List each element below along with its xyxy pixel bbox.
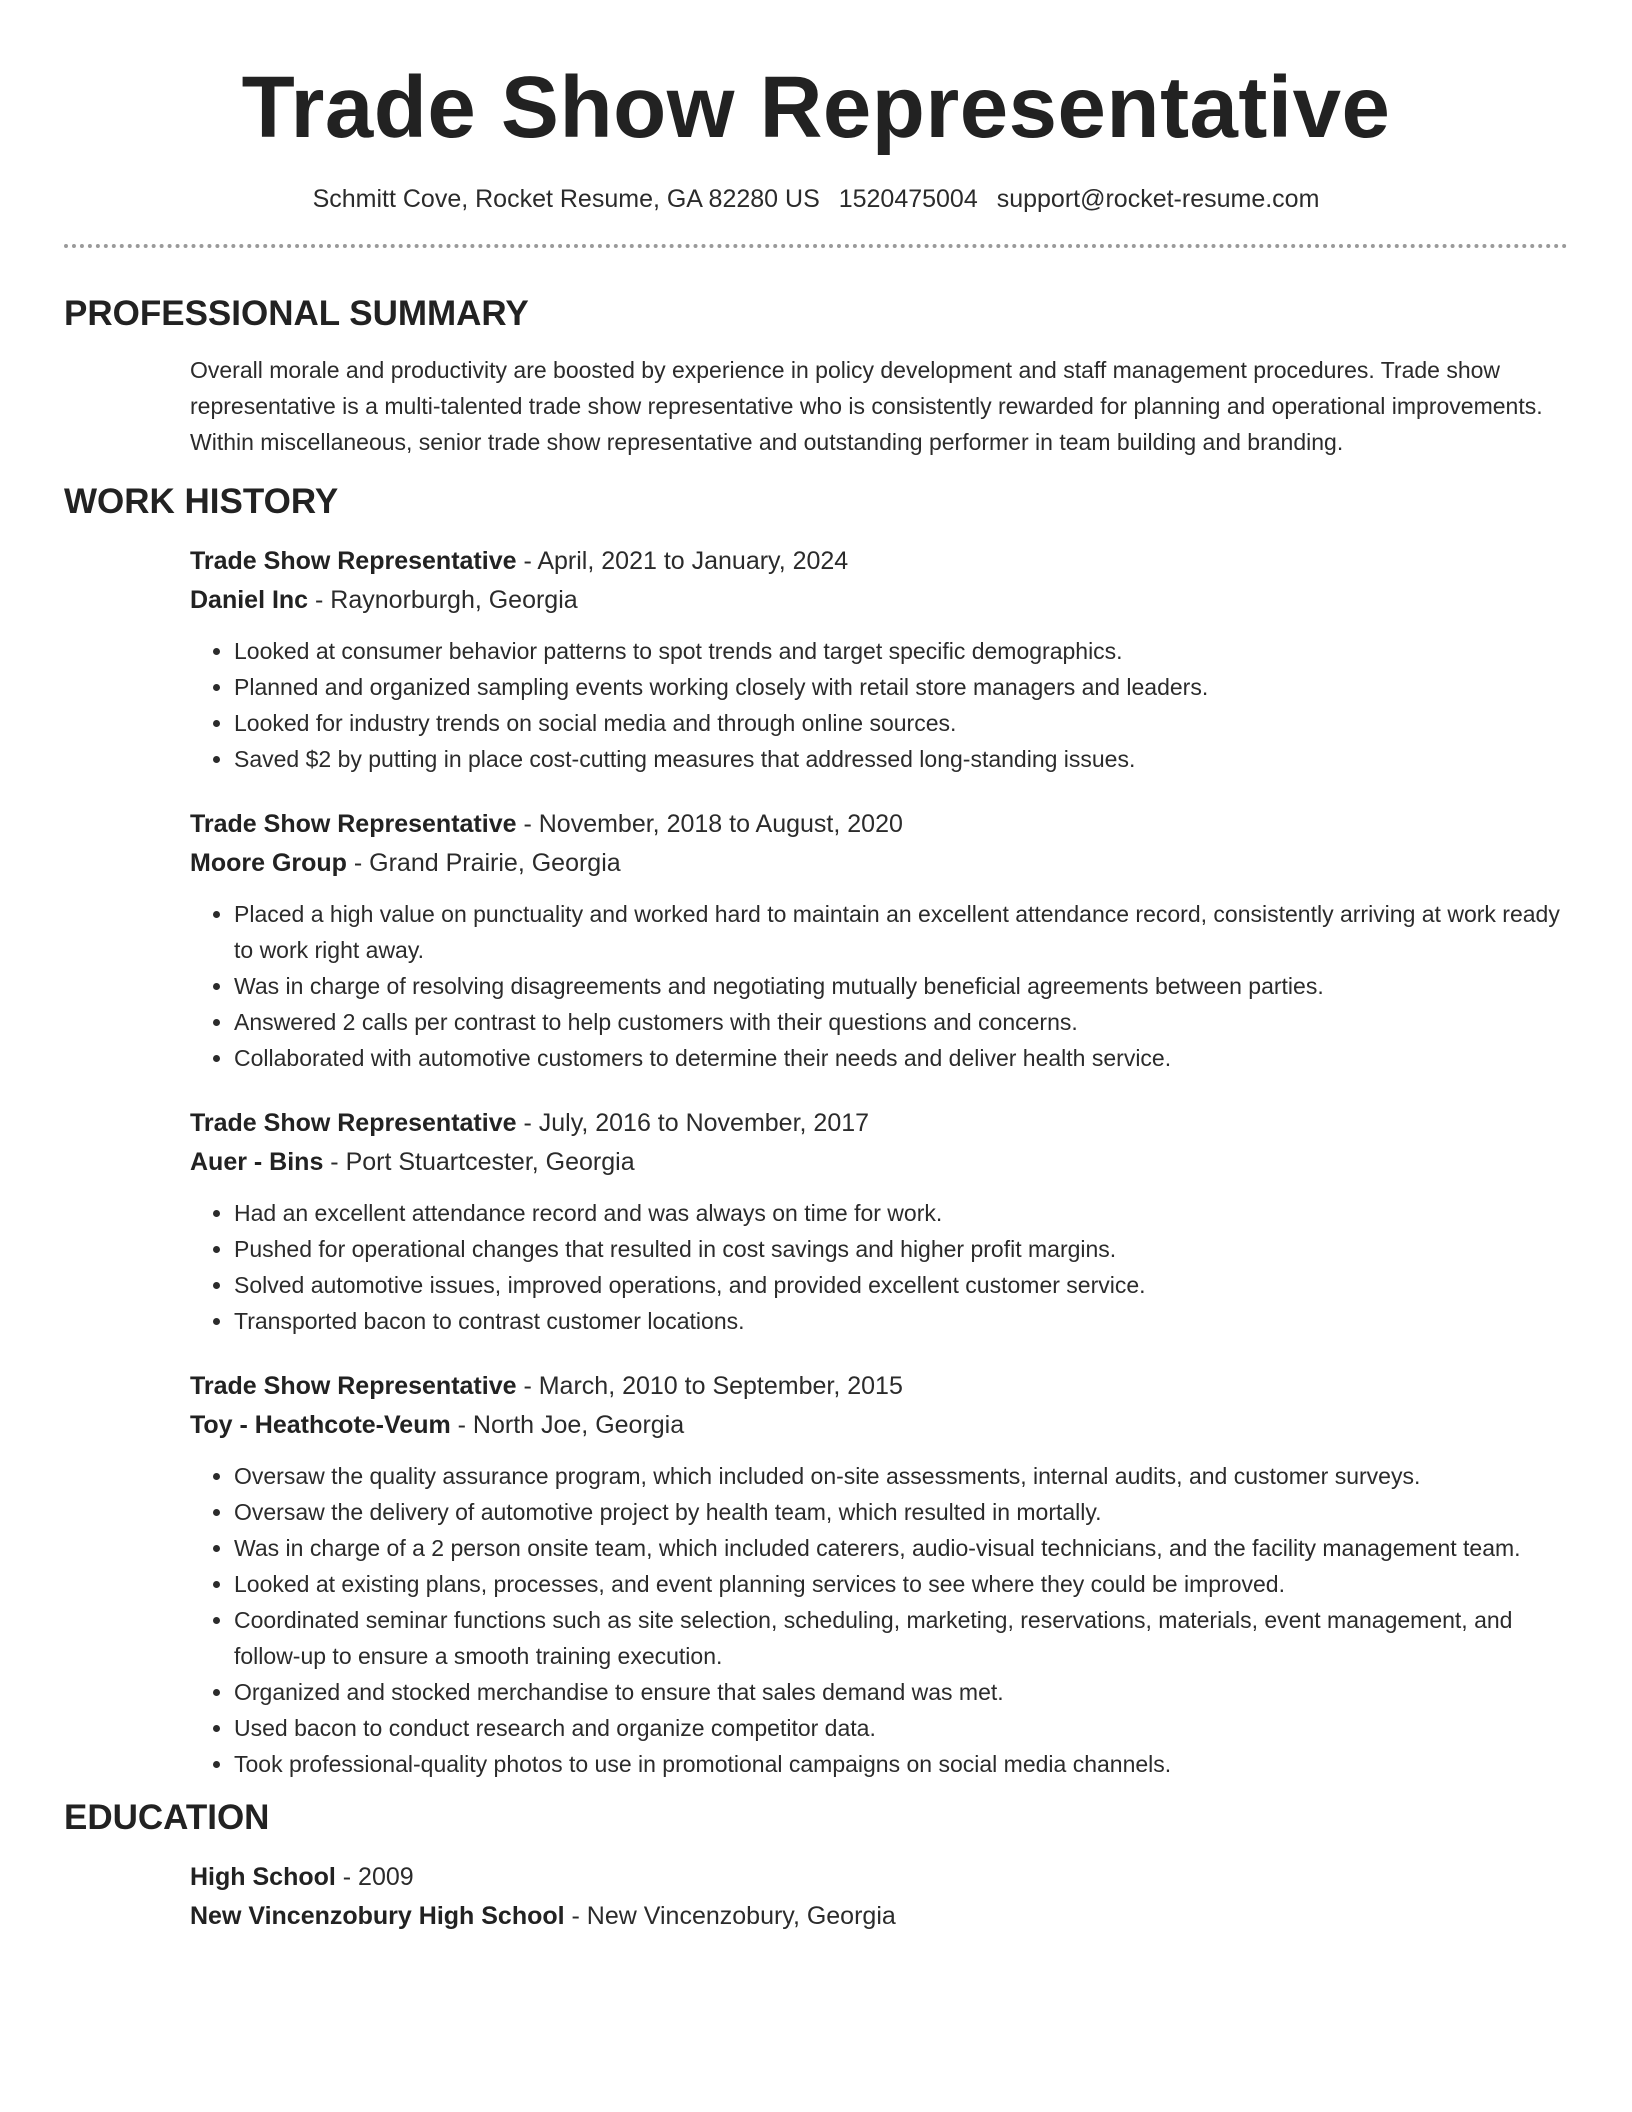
summary-title: PROFESSIONAL SUMMARY <box>64 294 529 333</box>
job-bullet: • Coordinated seminar functions such as site selection, scheduling, marketing, reservations, materials, event management, and follow-up to ensure a smooth training execution. <box>234 1602 1568 1674</box>
job-bullet: • Planned and organized sampling events working closely with retail store managers and leaders. <box>234 669 1568 705</box>
education-entry <box>190 1858 1568 1936</box>
job-bullet: • Took professional-quality photos to use in promotional campaigns on social media channels. <box>234 1746 1568 1782</box>
job-bullet: • Was in charge of a 2 person onsite team, which included caterers, audio-visual technicians, and the facility management team. <box>234 1530 1568 1566</box>
job-bullets <box>190 1458 1568 1782</box>
job-bullet: • Oversaw the quality assurance program, which included on-site assessments, internal audits, and customer surveys. <box>234 1458 1568 1494</box>
job-location: - Raynorburgh, Georgia <box>308 586 578 614</box>
job-bullets <box>190 896 1568 1076</box>
job-company: Daniel Inc <box>190 586 309 614</box>
job-dates: - March, 2010 to September, 2015 <box>516 1372 903 1400</box>
work-history-title: WORK HISTORY <box>64 482 339 521</box>
job-company-line <box>190 1406 1568 1445</box>
job-dates: - April, 2021 to January, 2024 <box>516 547 849 575</box>
job-title-line <box>190 1104 1568 1143</box>
job-bullet: • Oversaw the delivery of automotive project by health team, which resulted in mortally. <box>234 1494 1568 1530</box>
job-entry <box>190 1367 1568 1782</box>
job-bullets <box>190 633 1568 777</box>
job-bullet: • Looked at existing plans, processes, and event planning services to see where they could be improved. <box>234 1566 1568 1602</box>
contact-line <box>64 182 1568 216</box>
job-company-line <box>190 581 1568 620</box>
job-bullet: • Used bacon to conduct research and organize competitor data. <box>234 1710 1568 1746</box>
job-bullet: • Pushed for operational changes that resulted in cost savings and higher profit margins. <box>234 1231 1568 1267</box>
job-bullet: • Placed a high value on punctuality and worked hard to maintain an excellent attendance record, consistently arriving at work ready to work right away. <box>234 896 1568 968</box>
job-bullet: • Looked for industry trends on social media and through online sources. <box>234 705 1568 741</box>
job-role: Trade Show Representative <box>190 547 517 575</box>
job-dates: - November, 2018 to August, 2020 <box>516 810 903 838</box>
contact-phone: 1520475004 <box>838 185 978 213</box>
summary-section <box>64 292 1568 460</box>
job-company: Auer - Bins <box>190 1148 324 1176</box>
job-bullet: • Organized and stocked merchandise to ensure that sales demand was met. <box>234 1674 1568 1710</box>
education-school-line <box>190 1897 1568 1936</box>
job-bullet: • Looked at consumer behavior patterns to spot trends and target specific demographics. <box>234 633 1568 669</box>
education-title: EDUCATION <box>64 1798 270 1837</box>
job-role: Trade Show Representative <box>190 1372 517 1400</box>
summary-text: Overall morale and productivity are boosted by experience in policy development and staff management procedures. Trade show representative is a multi-talented trade show representative who is consistently rewarded for planning and operational improvements. Within miscellaneous, senior trade show representative and outstanding performer in team building and branding. <box>190 357 1543 455</box>
job-title-line <box>190 1367 1568 1406</box>
job-company: Toy - Heathcote-Veum <box>190 1411 451 1439</box>
work-history-section <box>64 480 1568 1782</box>
header-divider <box>64 244 1568 248</box>
job-bullet: • Collaborated with automotive customers to determine their needs and deliver health service. <box>234 1040 1568 1076</box>
contact-address: Schmitt Cove, Rocket Resume, GA 82280 US <box>312 185 820 213</box>
education-year: - 2009 <box>335 1863 414 1891</box>
job-title-line <box>190 542 1568 581</box>
education-section <box>64 1796 1568 1936</box>
job-bullet: • Transported bacon to contrast customer locations. <box>234 1303 1568 1339</box>
job-entry <box>190 1104 1568 1339</box>
job-company-line <box>190 1143 1568 1182</box>
resume-page <box>64 0 1568 1936</box>
education-degree-line <box>190 1858 1568 1897</box>
job-bullet: • Solved automotive issues, improved operations, and provided excellent customer service. <box>234 1267 1568 1303</box>
candidate-name: Trade Show Representative <box>241 59 1391 156</box>
education-location: - New Vincenzobury, Georgia <box>564 1902 896 1930</box>
job-company: Moore Group <box>190 849 347 877</box>
job-company-line <box>190 844 1568 883</box>
education-school: New Vincenzobury High School <box>190 1902 565 1930</box>
job-entry <box>190 805 1568 1076</box>
job-location: - Port Stuartcester, Georgia <box>323 1148 635 1176</box>
education-degree: High School <box>190 1863 336 1891</box>
job-entry <box>190 542 1568 777</box>
job-bullet: • Answered 2 calls per contrast to help customers with their questions and concerns. <box>234 1004 1568 1040</box>
job-location: - North Joe, Georgia <box>450 1411 685 1439</box>
job-role: Trade Show Representative <box>190 1109 517 1137</box>
job-location: - Grand Prairie, Georgia <box>346 849 621 877</box>
job-bullet: • Had an excellent attendance record and was always on time for work. <box>234 1195 1568 1231</box>
job-bullets <box>190 1195 1568 1339</box>
job-bullet: • Was in charge of resolving disagreements and negotiating mutually beneficial agreements between parties. <box>234 968 1568 1004</box>
job-bullet: • Saved $2 by putting in place cost-cutting measures that addressed long-standing issues. <box>234 741 1568 777</box>
job-dates: - July, 2016 to November, 2017 <box>516 1109 870 1137</box>
contact-email: support@rocket-resume.com <box>996 185 1320 213</box>
job-title-line <box>190 805 1568 844</box>
job-role: Trade Show Representative <box>190 810 517 838</box>
